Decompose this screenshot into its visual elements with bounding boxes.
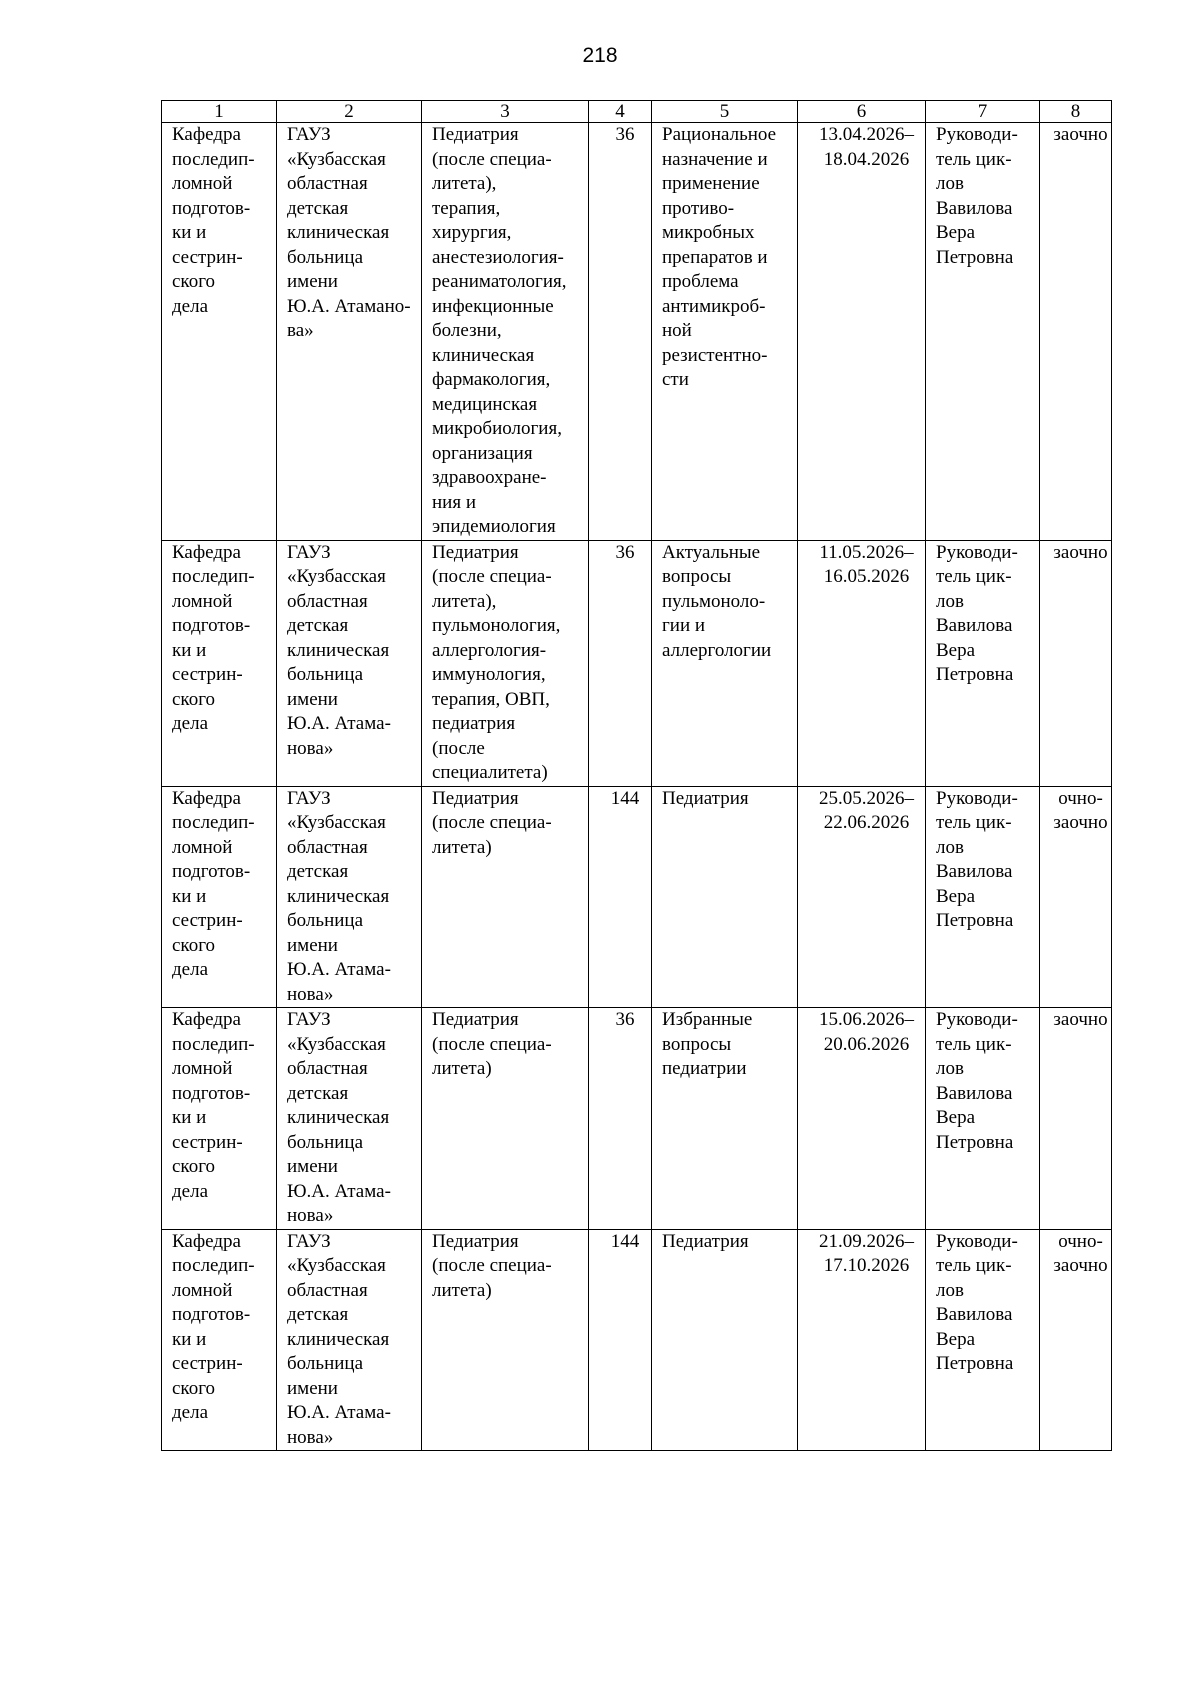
dates-cell: 15.06.2026– 20.06.2026 (798, 1008, 926, 1230)
column-number: 8 (1040, 101, 1112, 123)
topic-cell: Педиатрия (652, 1229, 798, 1451)
form-cell: заочно (1040, 1008, 1112, 1230)
dates-cell: 11.05.2026– 16.05.2026 (798, 540, 926, 786)
column-number: 3 (422, 101, 589, 123)
dates-cell: 21.09.2026– 17.10.2026 (798, 1229, 926, 1451)
dates-cell: 25.05.2026– 22.06.2026 (798, 786, 926, 1008)
head-cell: Руководи- тель цик- лов Вавилова Вера Петровна (926, 540, 1040, 786)
base-cell: ГАУЗ «Кузбасская областная детская клиническая больница имени Ю.А. Атамано- ва» (277, 123, 422, 541)
specialty-cell: Педиатрия (после специа- литета), пульмонология, аллергология- иммунология, терапия, ОВП, педиатрия (после специалитета) (422, 540, 589, 786)
form-cell: заочно (1040, 540, 1112, 786)
column-number: 6 (798, 101, 926, 123)
department-cell: Кафедра последип- ломной подготов- ки и сестрин- ского дела (162, 1008, 277, 1230)
head-cell: Руководи- тель цик- лов Вавилова Вера Петровна (926, 786, 1040, 1008)
department-cell: Кафедра последип- ломной подготов- ки и сестрин- ского дела (162, 540, 277, 786)
table-row (162, 786, 1112, 1008)
department-cell: Кафедра последип- ломной подготов- ки и сестрин- ского дела (162, 123, 277, 541)
head-cell: Руководи- тель цик- лов Вавилова Вера Петровна (926, 123, 1040, 541)
topic-cell: Рациональное назначение и применение противо- микробных препаратов и проблема антимикроб- ной резистентно- сти (652, 123, 798, 541)
head-cell: Руководи- тель цик- лов Вавилова Вера Петровна (926, 1229, 1040, 1451)
table-row (162, 123, 1112, 541)
topic-cell: Педиатрия (652, 786, 798, 1008)
head-cell: Руководи- тель цик- лов Вавилова Вера Петровна (926, 1008, 1040, 1230)
column-number: 4 (589, 101, 652, 123)
specialty-cell: Педиатрия (после специа- литета) (422, 1008, 589, 1230)
schedule-table (161, 100, 1112, 1451)
hours-cell: 36 (589, 540, 652, 786)
form-cell: заочно (1040, 123, 1112, 541)
form-cell: очно- заочно (1040, 1229, 1112, 1451)
hours-cell: 36 (589, 1008, 652, 1230)
dates-cell: 13.04.2026– 18.04.2026 (798, 123, 926, 541)
table-row (162, 1008, 1112, 1230)
base-cell: ГАУЗ «Кузбасская областная детская клиническая больница имени Ю.А. Атама- нова» (277, 540, 422, 786)
column-number: 1 (162, 101, 277, 123)
table-row (162, 540, 1112, 786)
department-cell: Кафедра последип- ломной подготов- ки и сестрин- ского дела (162, 1229, 277, 1451)
specialty-cell: Педиатрия (после специа- литета) (422, 786, 589, 1008)
column-number: 2 (277, 101, 422, 123)
base-cell: ГАУЗ «Кузбасская областная детская клиническая больница имени Ю.А. Атама- нова» (277, 786, 422, 1008)
hours-cell: 144 (589, 786, 652, 1008)
base-cell: ГАУЗ «Кузбасская областная детская клиническая больница имени Ю.А. Атама- нова» (277, 1008, 422, 1230)
column-number: 7 (926, 101, 1040, 123)
table-row (162, 1229, 1112, 1451)
specialty-cell: Педиатрия (после специа- литета), терапия, хирургия, анестезиология- реаниматология, инфекционные болезни, клиническая фармакология, медицинская микробиология, организация здравоохране- ния и эпидемиология (422, 123, 589, 541)
hours-cell: 36 (589, 123, 652, 541)
specialty-cell: Педиатрия (после специа- литета) (422, 1229, 589, 1451)
topic-cell: Актуальные вопросы пульмоноло- гии и аллергологии (652, 540, 798, 786)
form-cell: очно- заочно (1040, 786, 1112, 1008)
hours-cell: 144 (589, 1229, 652, 1451)
page-number: 218 (582, 44, 618, 67)
column-number-row (162, 101, 1112, 123)
topic-cell: Избранные вопросы педиатрии (652, 1008, 798, 1230)
column-number: 5 (652, 101, 798, 123)
department-cell: Кафедра последип- ломной подготов- ки и сестрин- ского дела (162, 786, 277, 1008)
base-cell: ГАУЗ «Кузбасская областная детская клиническая больница имени Ю.А. Атама- нова» (277, 1229, 422, 1451)
